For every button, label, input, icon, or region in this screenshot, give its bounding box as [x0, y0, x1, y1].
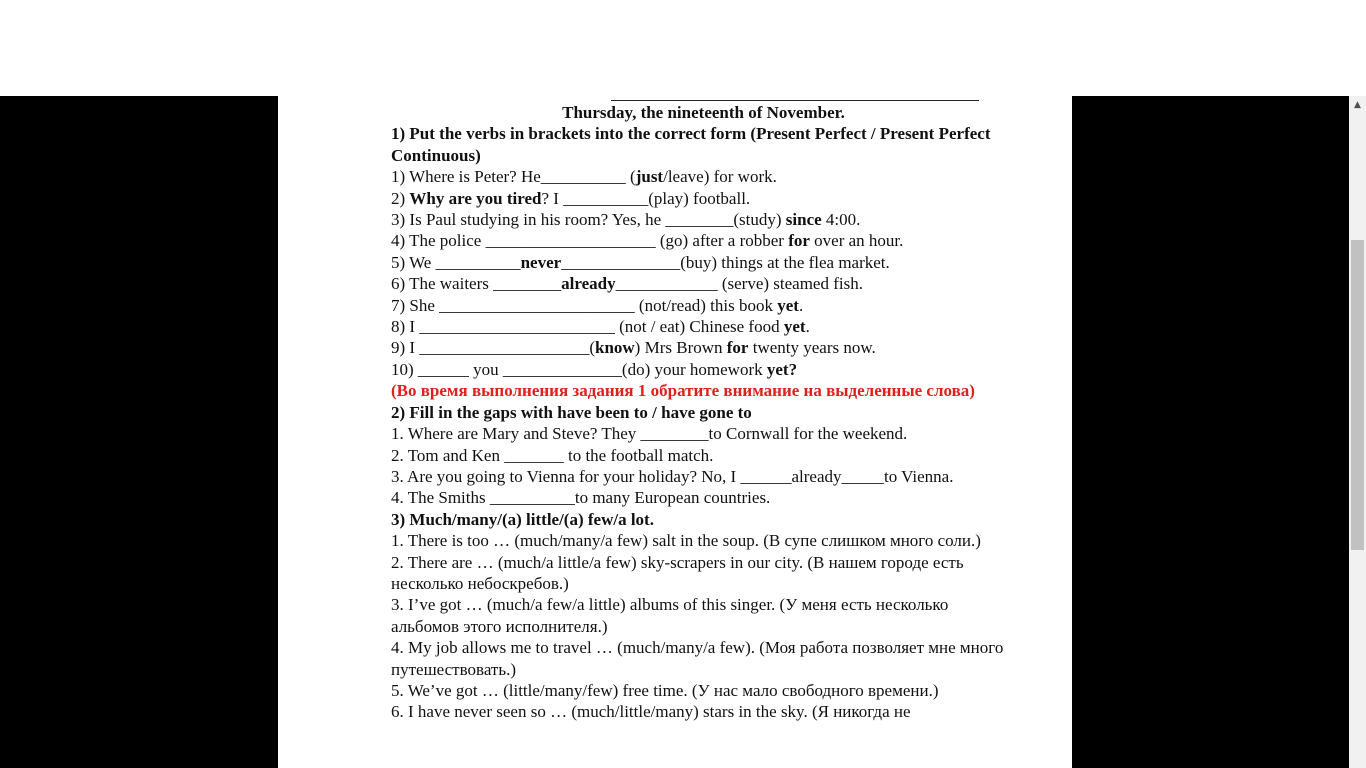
task1-note: (Во время выполнения задания 1 обратите внимание на выделенные слова) — [391, 381, 975, 401]
task1-item-4: 4) The police ____________________ (go) after a robber for over an hour. — [391, 231, 904, 251]
scroll-thumb[interactable] — [1351, 240, 1364, 550]
task1-item-6: 6) The waiters ________already____________ (serve) steamed fish. — [391, 274, 863, 294]
task1-item-8: 8) I _______________________ (not / eat) Chinese food yet. — [391, 317, 810, 337]
page-content — [391, 102, 1016, 723]
document-viewer — [0, 96, 1349, 768]
task1-item-5: 5) We __________never______________(buy) things at the flea market. — [391, 252, 890, 272]
top-blank-area — [0, 0, 1366, 96]
task2-item-4: 4. The Smiths __________to many European countries. — [391, 488, 771, 508]
task1-item-3: 3) Is Paul studying in his room? Yes, he ________(study) since 4:00. — [391, 210, 861, 230]
task3-item-6: 6. I have never seen so … (much/little/many) stars in the sky. (Я никогда не — [391, 702, 911, 722]
task2-heading: 2) Fill in the gaps with have been to / have gone to — [391, 402, 752, 422]
task3-item-3: 3. I’ve got … (much/a few/a little) albums of this singer. (У меня есть несколько альбомов этого исполнителя.) — [391, 595, 949, 636]
task1-item-9: 9) I ____________________(know) Mrs Brown for twenty years now. — [391, 338, 876, 358]
scroll-up-arrow-icon[interactable]: ▲ — [1354, 99, 1361, 110]
date-heading: Thursday, the nineteenth of November. — [562, 103, 845, 122]
vertical-scrollbar[interactable] — [1349, 96, 1366, 768]
task3-item-4: 4. My job allows me to travel … (much/many/a few). (Моя работа позволяет мне много путешествовать.) — [391, 638, 1004, 679]
task1-item-1: 1) Where is Peter? He__________ (just/leave) for work. — [391, 167, 777, 187]
task1-item-7: 7) She _______________________ (not/read) this book yet. — [391, 295, 804, 315]
task3-item-2: 2. There are … (much/a little/a few) sky-scrapers in our city. (В нашем городе есть несколько небоскребов.) — [391, 552, 964, 593]
task2-item-1: 1. Where are Mary and Steve? They ________to Cornwall for the weekend. — [391, 424, 908, 444]
cut-off-line — [611, 100, 979, 101]
task3-item-5: 5. We’ve got … (little/many/few) free time. (У нас мало свободного времени.) — [391, 680, 939, 700]
task1-item-2: 2) Why are you tired? I __________(play) football. — [391, 188, 751, 208]
task3-item-1: 1. There is too … (much/many/a few) salt in the soup. (В супе слишком много соли.) — [391, 531, 981, 551]
task2-item-2: 2. Tom and Ken _______ to the football match. — [391, 445, 714, 465]
task3-heading: 3) Much/many/(a) little/(a) few/a lot. — [391, 509, 654, 529]
task2-item-3: 3. Are you going to Vienna for your holiday? No, I ______already_____to Vienna. — [391, 466, 954, 486]
document-page — [278, 96, 1072, 768]
task1-heading: 1) Put the verbs in brackets into the correct form (Present Perfect / Present Perfect Continuous) — [391, 124, 991, 165]
task1-item-10: 10) ______ you ______________(do) your homework yet? — [391, 359, 798, 379]
